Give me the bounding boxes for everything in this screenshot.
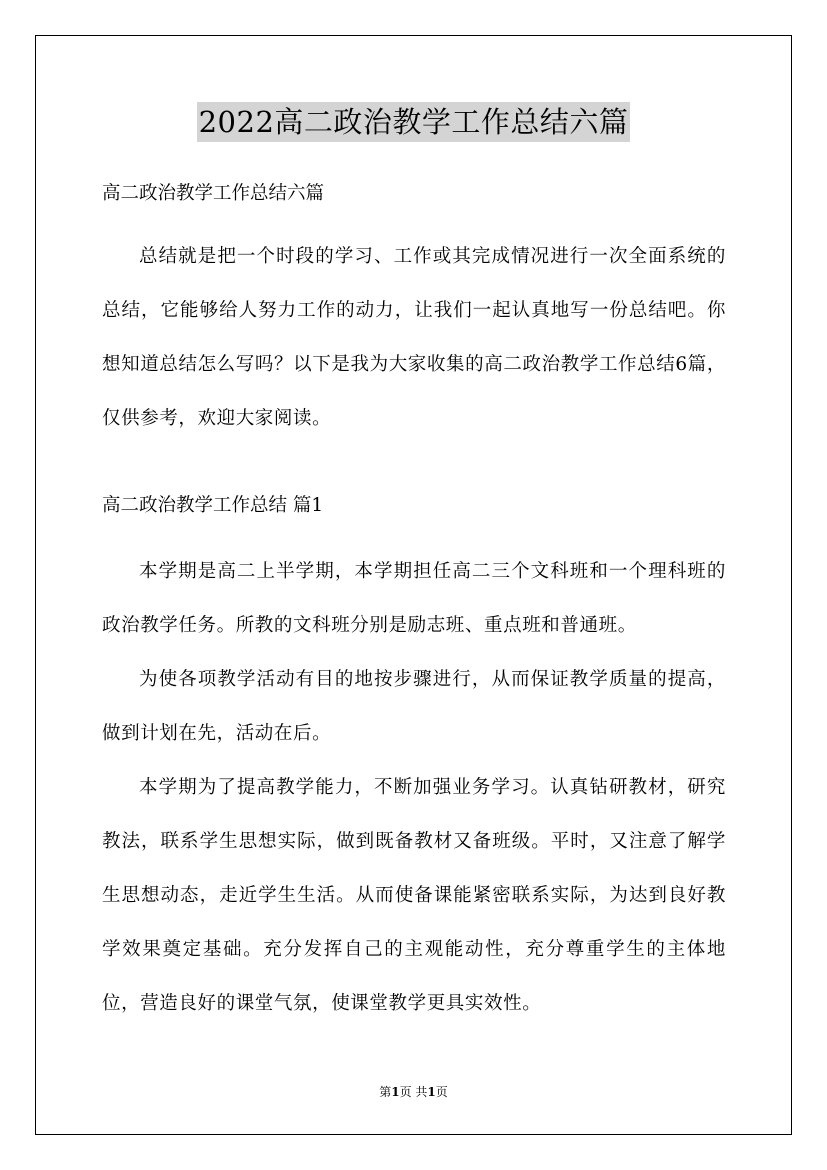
- section-heading: 高二政治教学工作总结 篇1: [102, 495, 324, 516]
- footer-total-pages: 1: [427, 1085, 436, 1099]
- document-title: 2022高二政治教学工作总结六篇: [197, 102, 631, 142]
- footer-prefix: 第: [379, 1085, 392, 1099]
- intro-paragraph: 总结就是把一个时段的学习、工作或其完成情况进行一次全面系统的总结，它能够给人努力工作的动力，让我们一起认真地写一份总结吧。你想知道总结怎么写吗？以下是我为大家收集的高二政治教学工作总结6篇，仅供参考，欢迎大家阅读。: [102, 246, 726, 429]
- subtitle: 高二政治教学工作总结六篇: [102, 183, 325, 204]
- page-footer: [0, 1082, 827, 1102]
- body-paragraph: 为使各项教学活动有目的地按步骤进行，从而保证教学质量的提高，做到计划在先，活动在后。: [102, 668, 726, 744]
- footer-middle: 页 共: [399, 1085, 428, 1099]
- footer-page-number: 1: [391, 1085, 400, 1099]
- body-paragraph: 本学期是高二上半学期，本学期担任高二三个文科班和一个理科班的政治教学任务。所教的文科班分别是励志班、重点班和普通班。: [102, 560, 726, 636]
- title-container: [0, 102, 827, 142]
- document-body: [102, 178, 726, 1031]
- footer-suffix: 页: [435, 1085, 448, 1099]
- body-paragraph: 本学期为了提高教学能力，不断加强业务学习。认真钻研教材，研究教法，联系学生思想实际，做到既备教材又备班级。平时，又注意了解学生思想动态，走近学生生活。从而使备课能紧密联系实际，为达到良好教学效果奠定基础。充分发挥自己的主观能动性，充分尊重学生的主体地位，营造良好的课堂气氛，使课堂教学更具实效性。: [102, 776, 726, 1014]
